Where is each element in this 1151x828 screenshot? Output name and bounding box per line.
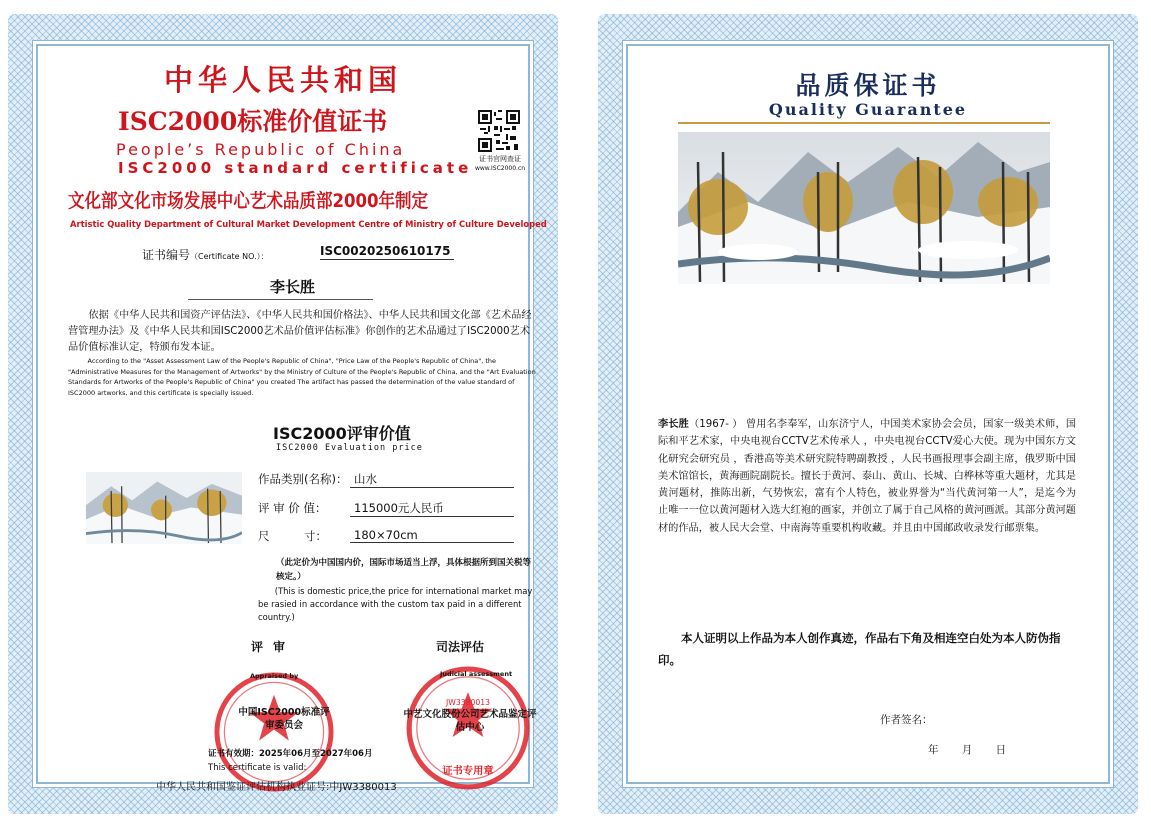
license-number: 中华人民共和国鉴证评估机构执业证号:中JW3380013 [156, 782, 397, 793]
qr-label: 证书官网查证 [479, 155, 521, 163]
artwork-thumbnail [86, 472, 242, 544]
field-price-label: 评 审 价 值： [258, 501, 327, 515]
certificate-subtitle-en: ISC2000 standard certificate [118, 159, 473, 177]
certificate-number: ISC0020250610175 [320, 244, 454, 260]
qr-code-icon [478, 110, 520, 152]
appraised-by: Appraised by [250, 672, 299, 680]
assessment-center: 中艺文化股份公司艺术品鉴定评估中心 [403, 709, 537, 733]
bio-artist-name: 李长胜 [658, 419, 689, 430]
seal-code: JW3380013 [445, 697, 491, 707]
judicial-label: 司法评估 [436, 640, 485, 654]
price-note-cn: （此定价为中国国内价，国际市场适当上浮，具体根据所到国关税等核定。） [276, 558, 532, 582]
certificate-number-label-en: （Certificate NO.）： [190, 252, 269, 261]
department-en: Artistic Quality Department of Cultural Market Development Centre of Ministry of Culture Developed [70, 219, 547, 229]
quality-guarantee [598, 14, 1138, 814]
department-cn: 文化部文化市场发展中心艺术品质部2000年制定 [68, 190, 429, 212]
guarantee-subtitle: Quality Guarantee [768, 100, 968, 119]
value-certificate [8, 14, 558, 814]
seal-stamp-text: 证书专用章 [442, 765, 494, 778]
field-category-value: 山水 [350, 471, 514, 488]
certificate-title-cn: 中华人民共和国 [163, 63, 402, 97]
qr-url: www.ISC2000.cn [474, 165, 526, 172]
validity-cn: 证书有效期：2025年06月至2027年06月 [208, 749, 373, 759]
certificate-title-en: People’s Republic of China [116, 140, 406, 159]
certificate-number-label-cn: 证书编号 [142, 248, 191, 262]
validity-en: This certificate is valid: [208, 763, 307, 773]
field-category-label: 作品类别(名称)： [258, 472, 348, 486]
certificate-body-en: According to the "Asset Assessment Law of the People's Republic of China", "Price Law of the People's Republic of China", the "Administrative Measures for the Management of Artworks" by the Ministry of Culture of the People's Republic of China, and the "Art Evaluation Standards for Artworks of the People's Republic of China" you created The artifact has passed the determination of the value standard of ISC2000 artworks, and this certificate is specially issued. [68, 357, 536, 397]
date-label: 年 月 日 [928, 744, 1007, 756]
artwork-image [678, 132, 1050, 284]
price-note-en: (This is domestic price,the price for international market may be rasied in accordance with the custom tax paid in a different country.) [258, 586, 533, 622]
field-category [258, 471, 377, 487]
artist-biography [658, 416, 1076, 537]
review-label: 评审 [251, 640, 296, 654]
signature-label: 作者签名： [880, 714, 933, 726]
review-committee: 中国ISC2000标准评审委员会 [238, 707, 330, 731]
evaluation-subtitle: ISC2000 Evaluation price [276, 443, 423, 453]
authenticity-declaration: 本人证明以上作品为本人创作真迹，作品右下角及相连空白处为本人防伪指印。 [658, 631, 1061, 667]
field-price-value: 115000元人民币 [350, 500, 514, 517]
certificate-title-isc: ISC2000标准价值证书 [118, 107, 388, 136]
certificate-number-label [142, 246, 269, 263]
field-size-value: 180×70cm [350, 528, 514, 543]
field-size-label: 尺 寸： [258, 529, 327, 543]
artist-name-underline [188, 299, 373, 300]
evaluation-title: ISC2000评审价值 [273, 424, 411, 443]
review-seal-icon [212, 670, 336, 794]
gold-divider [678, 122, 1050, 124]
guarantee-title: 品质保证书 [795, 71, 941, 100]
field-price [258, 500, 444, 516]
judicial-assessment: Judicial assessment [440, 670, 513, 678]
artist-name: 李长胜 [270, 278, 316, 296]
certificate-body-cn: 依据《中华人民共和国资产评估法》、《中华人民共和国价格法》、中华人民共和国文化部《艺术品经营管理办法》及《中华人民共和国ISC2000艺术品价值评估标准》你创作的艺术品通过了ISC2000艺术品价值标准认定，特颁布发本证。 [68, 310, 532, 353]
field-size [258, 528, 418, 544]
bio-text: （1967- ） 曾用名李奉军，山东济宁人，中国美术家协会会员，国家一级美术师，国际和平艺术家，中央电视台CCTV艺术传承人 ，中央电视台CCTV爱心大使。现为中国东方文化研究会研究员 ，香港高等美术研究院特聘副教授 ，人民书画报理事会副主席，俄罗斯中国美术馆馆长，黄海画院副院长。擅长于黄河、泰山、黄山、长城、白桦林等重大题材，尤其是黄河题材，推陈出新，气势恢宏，富有个人特色，被业界誉为“当代黄河第一人”，是迄今为止唯一一位以黄河题材入选大红袍的画家，并创立了属于自己风格的黄河画派。其部分黄河题材的作品，被人民大会堂、中南海等重要机构收藏。并且由中国邮政收录发行邮票集。 [658, 419, 1077, 534]
